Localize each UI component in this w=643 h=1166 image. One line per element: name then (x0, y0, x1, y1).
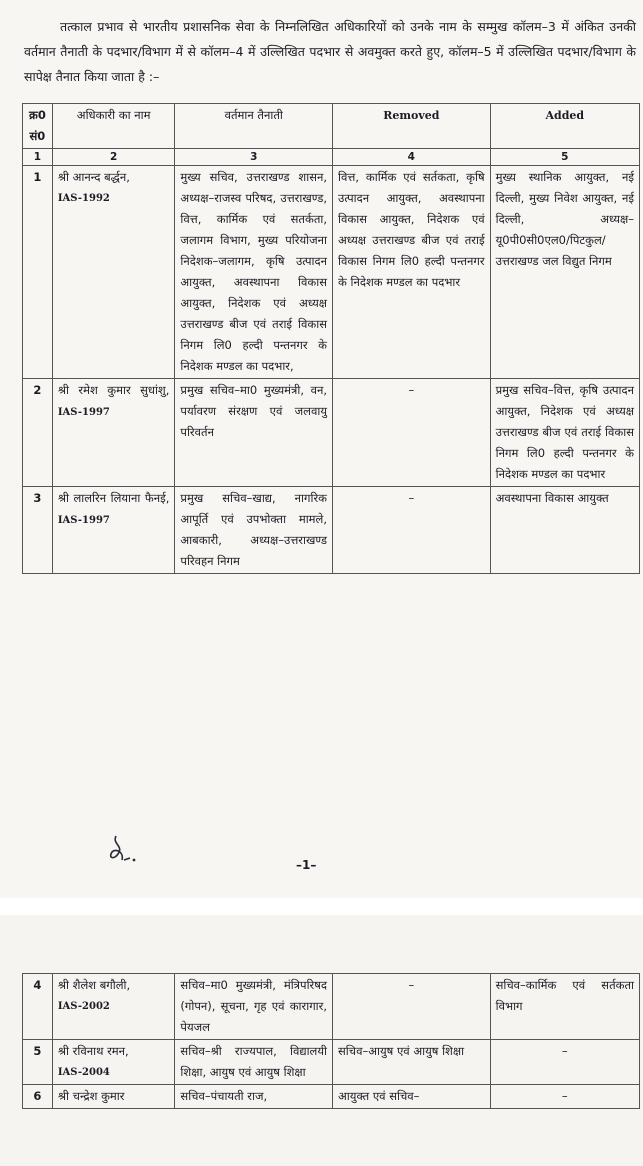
officer-name-cell (52, 379, 175, 487)
removed-cell: – (333, 487, 491, 574)
table-row (23, 1040, 640, 1085)
column-number: 5 (490, 149, 639, 166)
removed-cell: आयुक्त एवं सचिव– (333, 1085, 491, 1109)
added-cell: – (490, 1085, 639, 1109)
transfer-table-continued (22, 973, 640, 1109)
officer-name-cell (52, 166, 175, 379)
header-added: Added (490, 104, 639, 149)
service-batch: IAS-1997 (57, 407, 110, 418)
column-number: 2 (52, 149, 175, 166)
service-batch: IAS-2004 (57, 1067, 110, 1078)
column-number-row (23, 149, 640, 166)
current-posting-cell: मुख्य सचिव, उत्तराखण्ड शासन, अध्यक्ष–राजस्व परिषद, उत्तराखण्ड, वित्त, कार्मिक एवं सतर्कता, जलागम विभाग, मुख्य परियोजना निदेशक–जलागम, कृषि उत्पादन आयुक्त, अवस्थापना विकास आयुक्त, निदेशक एवं अध्यक्ष उत्तराखण्ड बीज एवं तराई विकास निगम लि0 हल्दी पन्तनगर के निदेशक मण्डल का पदभार, (175, 166, 333, 379)
added-cell: अवस्थापना विकास आयुक्त (490, 487, 639, 574)
current-posting-cell: प्रमुख सचिव–मा0 मुख्यमंत्री, वन, पर्यावरण संरक्षण एवं जलवायु परिवर्तन (175, 379, 333, 487)
table-row (23, 1085, 640, 1109)
service-batch: IAS-2002 (57, 1001, 110, 1012)
officer-name-cell (52, 1040, 175, 1085)
header-serial: क्र0 सं0 (23, 104, 53, 149)
officer-name-cell (52, 487, 175, 574)
officer-name: श्री चन्द्रेश कुमार (57, 1089, 125, 1103)
current-posting-cell: प्रमुख सचिव–खाद्य, नागरिक आपूर्ति एवं उपभोक्ता मामले, आबकारी, अध्यक्ष–उत्तराखण्ड परिवहन निगम (175, 487, 333, 574)
service-batch: IAS-1997 (57, 515, 110, 526)
added-cell: – (490, 1040, 639, 1085)
officer-name: श्री लालरिन लियाना फैनई, (57, 491, 170, 505)
removed-cell: – (333, 379, 491, 487)
table-row (23, 379, 640, 487)
current-posting-cell: सचिव–पंचायती राज, (175, 1085, 333, 1109)
current-posting-cell: सचिव–श्री राज्यपाल, विद्यालयी शिक्षा, आयुष एवं आयुष शिक्षा (175, 1040, 333, 1085)
table-header-row (23, 104, 640, 149)
intro-paragraph: तत्काल प्रभाव से भारतीय प्रशासनिक सेवा के निम्नलिखित अधिकारियों को उनके नाम के सम्मुख कॉलम–3 में अंकित उनकी वर्तमान तैनाती के पदभार/विभाग में से कॉलम–4 में उल्लिखित पदभार से अवमुक्त करते हुए, कॉलम–5 में उल्लिखित पदभार/विभाग के सापेक्ष तैनात किया जाता है :– (24, 19, 636, 84)
officer-name: श्री आनन्द बर्द्धन, (57, 170, 130, 184)
column-number: 3 (175, 149, 333, 166)
removed-cell: – (333, 974, 491, 1040)
removed-cell: सचिव–आयुष एवं आयुष शिक्षा (333, 1040, 491, 1085)
transfer-table (22, 103, 640, 574)
table-row (23, 166, 640, 379)
added-cell: सचिव–कार्मिक एवं सर्तकता विभाग (490, 974, 639, 1040)
column-number: 1 (23, 149, 53, 166)
removed-cell: वित्त, कार्मिक एवं सर्तकता, कृषि उत्पादन आयुक्त, अवस्थापना विकास आयुक्त, निदेशक एवं अध्यक्ष उत्तराखण्ड बीज एवं तराई विकास निगम लि0 हल्दी पन्तनगर के निदेशक मण्डल का पदभार (333, 166, 491, 379)
officer-name: श्री रमेश कुमार सुधांशु, (57, 383, 170, 397)
officer-name: श्री रविनाथ रमन, (57, 1044, 129, 1058)
page-gap (0, 898, 643, 915)
signature-mark (94, 830, 154, 870)
row-serial: 4 (23, 974, 53, 1040)
header-removed: Removed (333, 104, 491, 149)
document-page-2 (0, 915, 643, 1166)
officer-name-cell (52, 974, 175, 1040)
table-row (23, 487, 640, 574)
added-cell: मुख्य स्थानिक आयुक्त, नई दिल्ली, मुख्य निवेश आयुक्त, नई दिल्ली, अध्यक्ष–यू0पी0सी0एल0/पिटकुल/उत्तराखण्ड जल विद्युत निगम (490, 166, 639, 379)
row-serial: 6 (23, 1085, 53, 1109)
current-posting-cell: सचिव–मा0 मुख्यमंत्री, मंत्रिपरिषद (गोपन), सूचना, गृह एवं कारागार, पेयजल (175, 974, 333, 1040)
officer-name: श्री शैलेश बगौली, (57, 978, 131, 992)
row-serial: 3 (23, 487, 53, 574)
header-officer-name: अधिकारी का नाम (52, 104, 175, 149)
table-row (23, 974, 640, 1040)
added-cell: प्रमुख सचिव–वित्त, कृषि उत्पादन आयुक्त, निदेशक एवं अध्यक्ष उत्तराखण्ड बीज एवं तराई विकास निगम लि0 हल्दी पन्तनगर के निदेशक मण्डल का पदभार (490, 379, 639, 487)
row-serial: 2 (23, 379, 53, 487)
row-serial: 5 (23, 1040, 53, 1085)
page-number: –1– (296, 858, 317, 872)
column-number: 4 (333, 149, 491, 166)
service-batch: IAS-1992 (57, 193, 110, 204)
row-serial: 1 (23, 166, 53, 379)
officer-name-cell (52, 1085, 175, 1109)
header-current-posting: वर्तमान तैनाती (175, 104, 333, 149)
